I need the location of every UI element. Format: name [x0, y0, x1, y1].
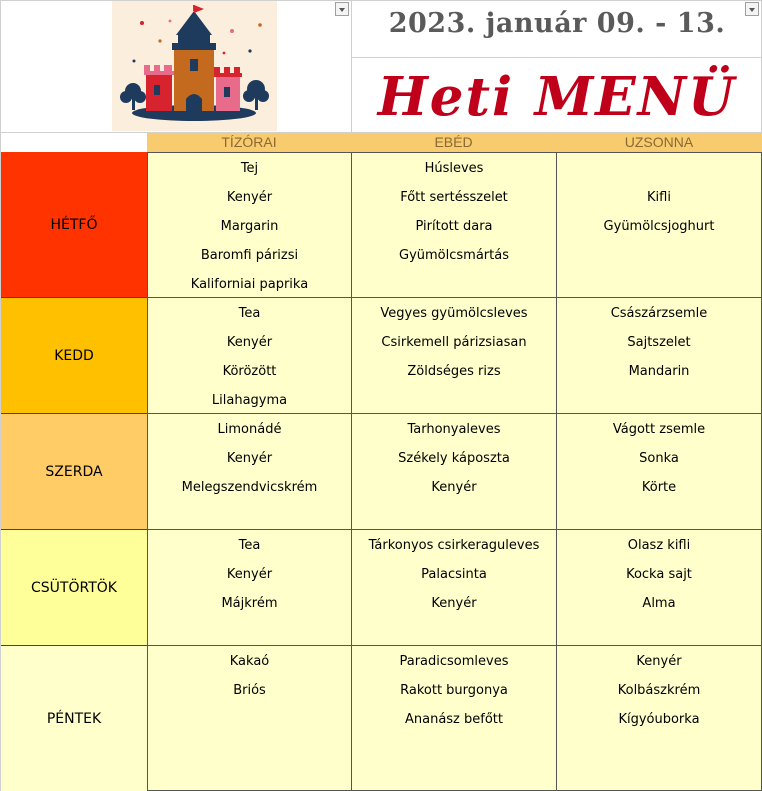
menu-item: Paradicsomleves — [399, 654, 509, 669]
menu-item: Főtt sertésszelet — [400, 190, 508, 205]
menu-item: Tea — [238, 306, 261, 321]
column-header-tizorai: TÍZÓRAI — [147, 133, 351, 152]
menu-item: Palacsinta — [421, 567, 487, 582]
menu-item: Kenyér — [636, 654, 682, 669]
menu-item: Húsleves — [424, 161, 484, 176]
menu-item: Kenyér — [226, 567, 273, 582]
menu-item: Kenyér — [226, 451, 273, 466]
menu-item: Kenyér — [431, 596, 477, 611]
menu-cell-csutortok-ebed — [352, 530, 557, 646]
menu-item: Gyümölcsjoghurt — [603, 219, 715, 234]
menu-item: Vegyes gyümölcsleves — [380, 306, 528, 321]
menu-item: Zöldséges rizs — [407, 364, 501, 379]
castle-logo — [112, 1, 277, 131]
menu-item: Lilahagyma — [211, 393, 288, 408]
dropdown-arrow-icon[interactable] — [335, 2, 349, 16]
menu-item: Mandarin — [628, 364, 690, 379]
menu-item: Briós — [233, 683, 266, 698]
menu-item: Tea — [238, 538, 261, 553]
menu-item: Rakott burgonya — [400, 683, 508, 698]
menu-item: Melegszendvicskrém — [181, 480, 318, 495]
menu-item: Körte — [641, 480, 677, 495]
menu-item: Kakaó — [229, 654, 270, 669]
menu-cell-csutortok-uzsonna — [557, 530, 762, 646]
menu-item: Császárzsemle — [610, 306, 708, 321]
menu-cell-csutortok-tizorai — [147, 530, 352, 646]
menu-item: Kaliforniai paprika — [190, 277, 309, 292]
menu-cell-kedd-tizorai — [147, 298, 352, 414]
menu-item: Kenyér — [431, 480, 477, 495]
menu-item: Tárkonyos csirkeraguleves — [368, 538, 540, 553]
menu-cell-pentek-uzsonna — [557, 646, 762, 791]
menu-item: Májkrém — [221, 596, 278, 611]
menu-item: Alma — [642, 596, 676, 611]
menu-item: Gyümölcsmártás — [399, 248, 509, 263]
menu-item: Ananász befőtt — [404, 712, 503, 727]
menu-cell-szerda-tizorai — [147, 414, 352, 530]
castle-icon — [112, 1, 277, 131]
day-label-csutortok: CSÜTÖRTÖK — [1, 530, 147, 646]
menu-item: Limonádé — [217, 422, 282, 437]
day-label-szerda: SZERDA — [1, 414, 147, 530]
day-label-hetfo: HÉTFŐ — [1, 152, 147, 298]
menu-cell-szerda-uzsonna — [557, 414, 762, 530]
page-title: Heti MENÜ — [377, 66, 737, 128]
menu-cell-hetfo-tizorai — [147, 152, 352, 298]
menu-item: Baromfi párizsi — [200, 248, 299, 263]
menu-item: Kolbászkrém — [617, 683, 701, 698]
menu-cell-kedd-uzsonna — [557, 298, 762, 414]
grid-line — [352, 57, 762, 58]
menu-item: Tej — [240, 161, 259, 176]
menu-item: Sonka — [639, 451, 679, 466]
menu-item: Kocka sajt — [626, 567, 692, 582]
menu-item: Margarin — [220, 219, 279, 234]
menu-item: Olasz kifli — [627, 538, 691, 553]
menu-cell-pentek-tizorai — [147, 646, 352, 791]
menu-item: Csirkemell párizsiasan — [381, 335, 527, 350]
menu-item: Kifli — [647, 190, 671, 205]
menu-item: Kenyér — [226, 335, 273, 350]
menu-cell-hetfo-ebed — [352, 152, 557, 298]
menu-cell-pentek-ebed — [352, 646, 557, 791]
menu-item: Kígyóuborka — [618, 712, 700, 727]
menu-cell-szerda-ebed — [352, 414, 557, 530]
menu-item: Kenyér — [226, 190, 273, 205]
menu-item: Sajtszelet — [627, 335, 691, 350]
menu-item: Pirított dara — [415, 219, 493, 234]
menu-item: Körözött — [222, 364, 277, 379]
menu-cell-hetfo-uzsonna — [557, 152, 762, 298]
date-range: 2023. január 09. - 13. — [388, 8, 726, 39]
menu-item: Székely káposzta — [398, 451, 510, 466]
menu-item: Tarhonyaleves — [407, 422, 501, 437]
menu-item: Vágott zsemle — [612, 422, 706, 437]
menu-cell-kedd-ebed — [352, 298, 557, 414]
day-label-pentek: PÉNTEK — [1, 646, 147, 791]
column-header-ebed: EBÉD — [351, 133, 556, 152]
column-header-uzsonna: UZSONNA — [556, 133, 762, 152]
day-label-kedd: KEDD — [1, 298, 147, 414]
